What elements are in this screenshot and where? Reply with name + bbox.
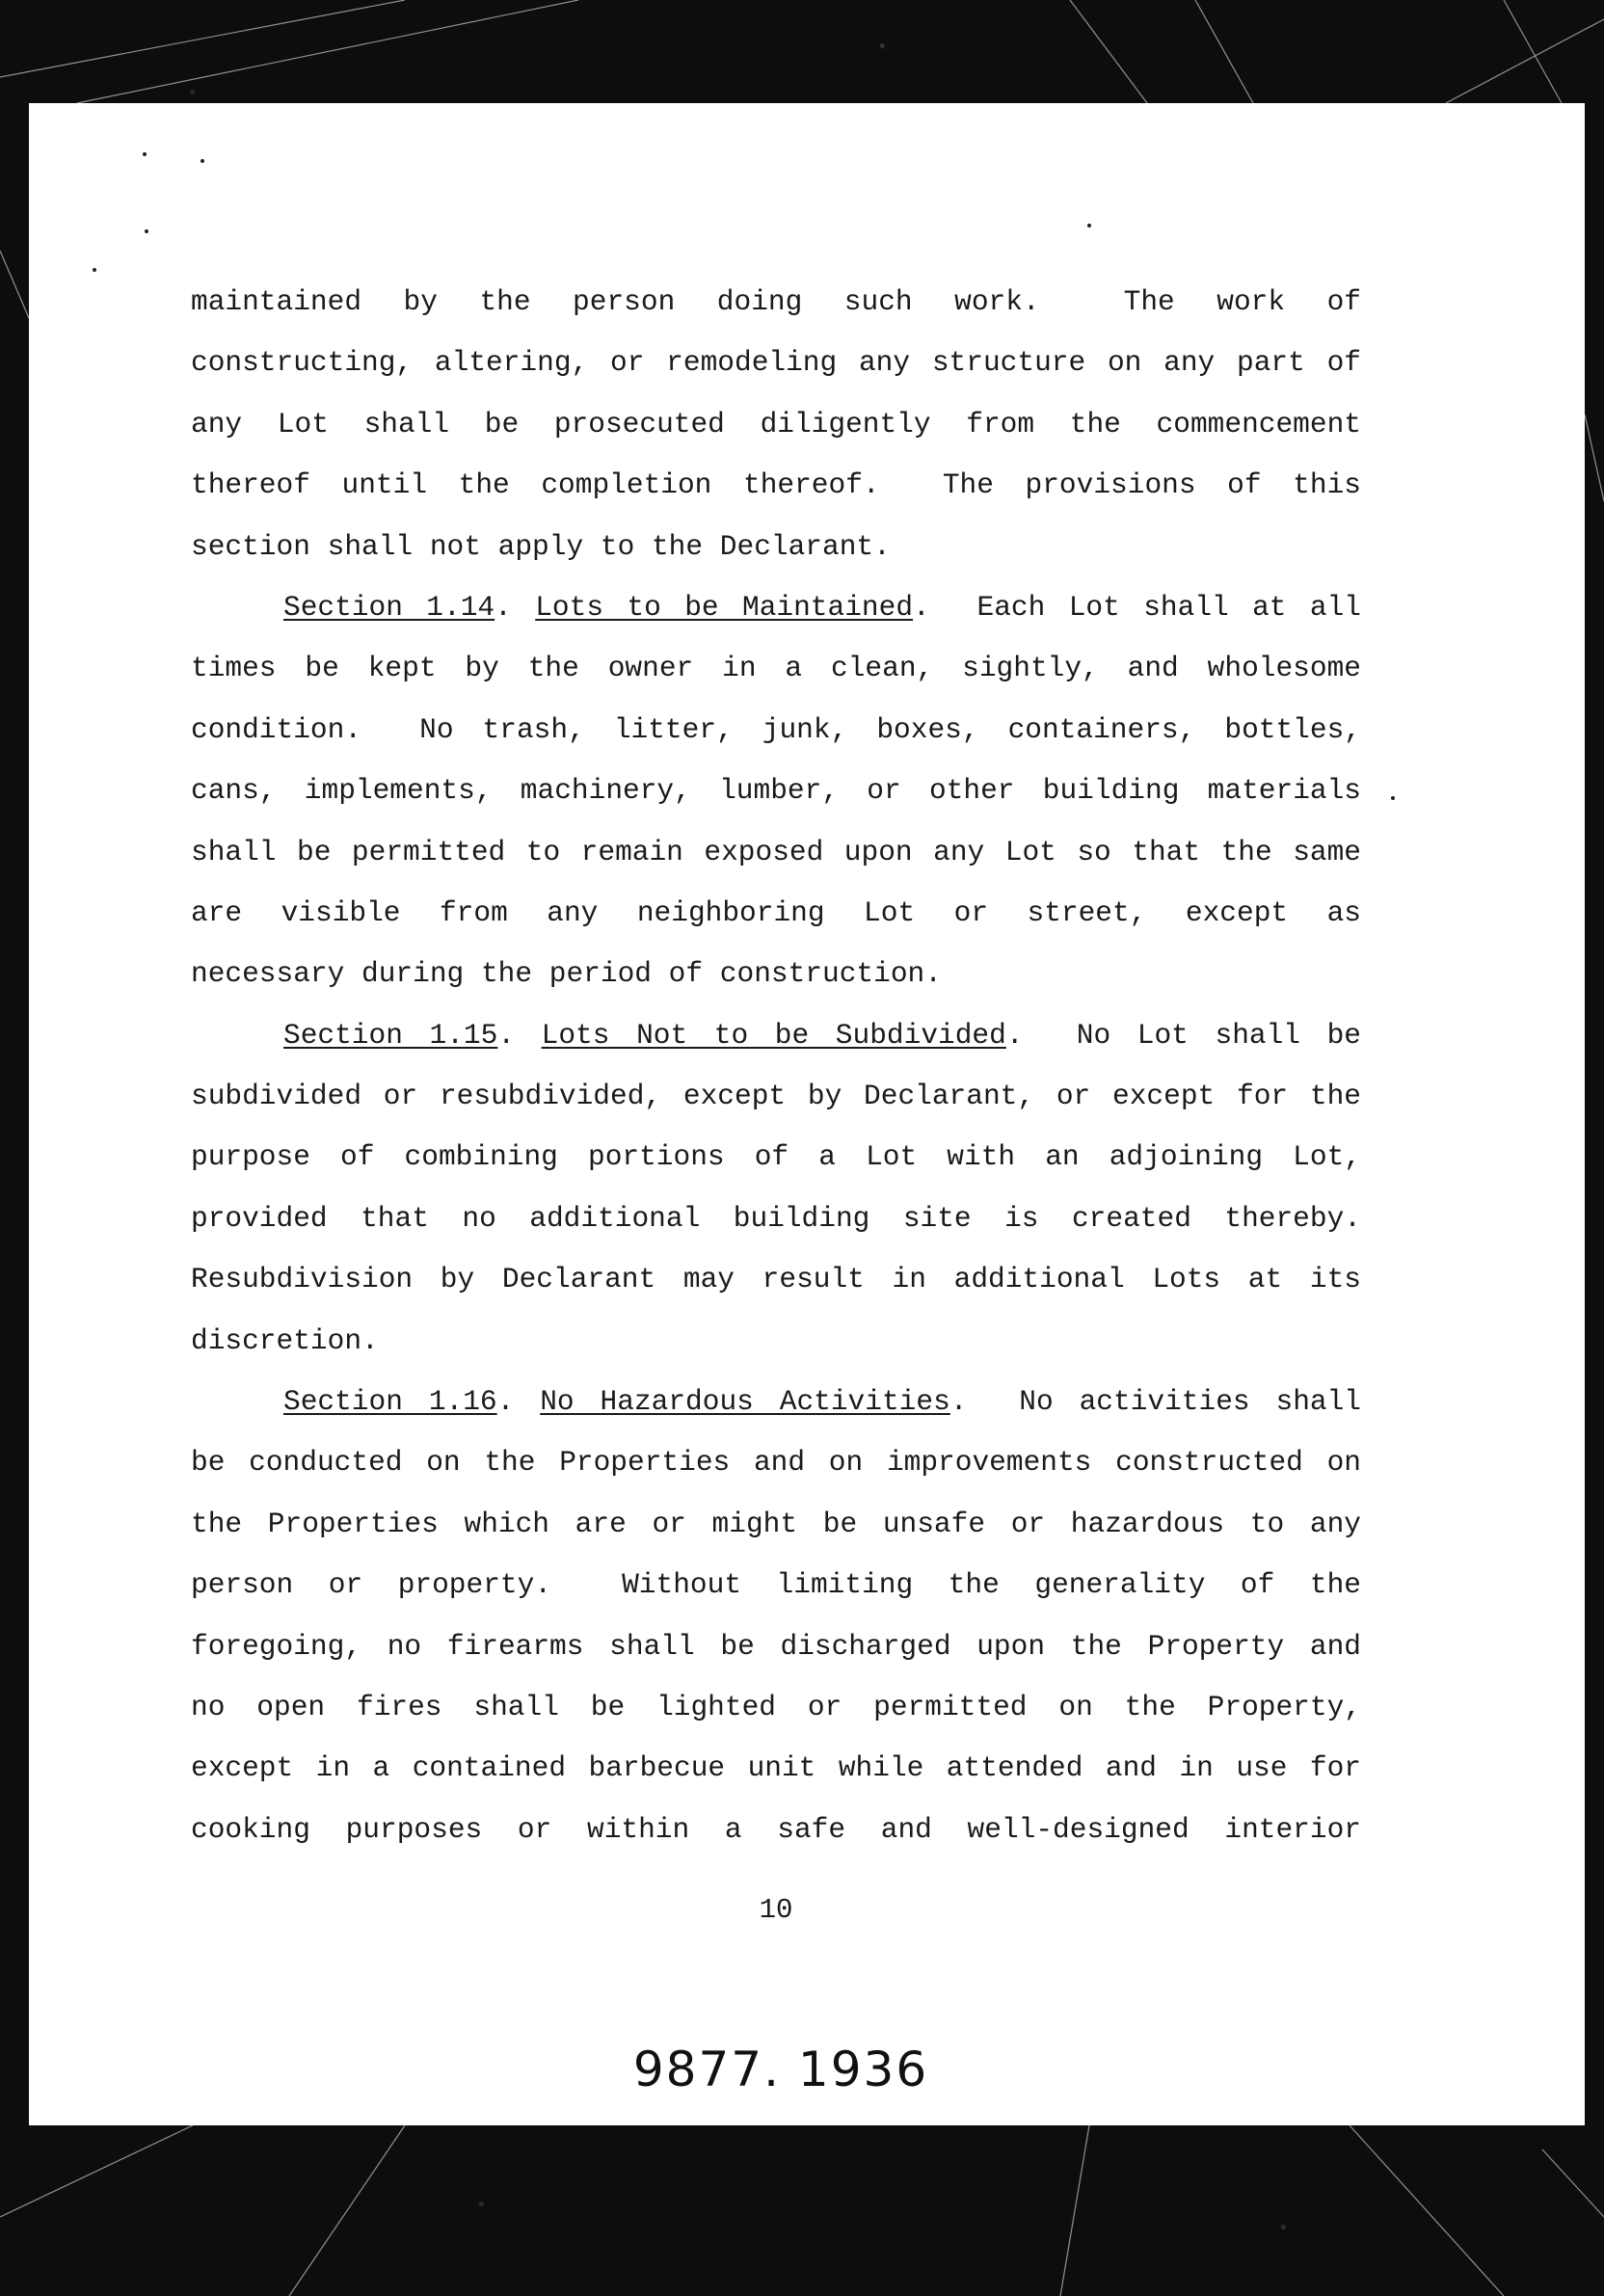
section-1-14-heading-line: Section 1.14. Lots to be Maintained. Each Lot shall at all — [283, 590, 1361, 624]
speck — [200, 159, 204, 163]
text-line: section shall not apply to the Declarant. — [191, 529, 891, 563]
speck — [143, 152, 147, 156]
text-line: shall be permitted to remain exposed upon any Lot so that the same — [191, 835, 1361, 868]
text-line: thereof until the completion thereof. The provisions of this — [191, 468, 1361, 502]
body-text — [191, 272, 1361, 1860]
speck — [93, 268, 96, 272]
section-1-16-number: Section 1.16 — [283, 1385, 497, 1419]
section-1-16-heading-line: Section 1.16. No Hazardous Activities. No activities shall — [283, 1385, 1361, 1419]
text-line: provided that no additional building site is created thereby. — [191, 1201, 1361, 1235]
text-line: cans, implements, machinery, lumber, or other building materials — [191, 774, 1361, 808]
section-1-15-number: Section 1.15 — [283, 1018, 498, 1052]
page-number: 10 — [759, 1894, 793, 1926]
section-1-16-title: No Hazardous Activities — [540, 1385, 950, 1419]
section-1-16-first-line: No activities shall — [1019, 1385, 1361, 1419]
speck — [145, 229, 148, 233]
text-line: constructing, altering, or remodeling any structure on any part of — [191, 346, 1361, 380]
section-1-15-first-line: No Lot shall be — [1076, 1018, 1361, 1052]
text-line: no open fires shall be lighted or permitted on the Property, — [191, 1690, 1361, 1723]
text-line: purpose of combining portions of a Lot with an adjoining Lot, — [191, 1140, 1361, 1174]
text-line: foregoing, no firearms shall be discharged upon the Property and — [191, 1629, 1361, 1663]
text-line: cooking purposes or within a safe and well-designed interior — [191, 1812, 1361, 1846]
section-1-14-first-line: Each Lot shall at all — [976, 590, 1361, 624]
speck — [1087, 224, 1091, 227]
text-line: discretion. — [191, 1323, 379, 1357]
speck — [1391, 796, 1395, 800]
text-line: be conducted on the Properties and on improvements constructed on — [191, 1446, 1361, 1480]
section-1-14-title: Lots to be Maintained — [535, 590, 914, 624]
text-line: the Properties which are or might be unsafe or hazardous to any — [191, 1507, 1361, 1540]
text-line: maintained by the person doing such work. The work of — [191, 285, 1361, 318]
section-1-15-title: Lots Not to be Subdivided — [541, 1018, 1006, 1052]
text-line: necessary during the period of construction. — [191, 957, 942, 991]
text-line: subdivided or resubdivided, except by Declarant, or except for the — [191, 1080, 1361, 1113]
text-line: except in a contained barbecue unit while attended and in use for — [191, 1751, 1361, 1785]
text-line: Resubdivision by Declarant may result in additional Lots at its — [191, 1263, 1361, 1296]
section-1-14-number: Section 1.14 — [283, 590, 495, 624]
recording-stamp-number: 9877. 1936 — [632, 2042, 929, 2097]
text-line: times be kept by the owner in a clean, sightly, and wholesome — [191, 652, 1361, 685]
section-1-15-heading-line: Section 1.15. Lots Not to be Subdivided. No Lot shall be — [283, 1018, 1361, 1052]
text-line: person or property. Without limiting the generality of the — [191, 1568, 1361, 1602]
text-line: any Lot shall be prosecuted diligently from the commencement — [191, 407, 1361, 441]
text-line: are visible from any neighboring Lot or street, except as — [191, 895, 1361, 929]
text-line: condition. No trash, litter, junk, boxes, containers, bottles, — [191, 712, 1361, 746]
